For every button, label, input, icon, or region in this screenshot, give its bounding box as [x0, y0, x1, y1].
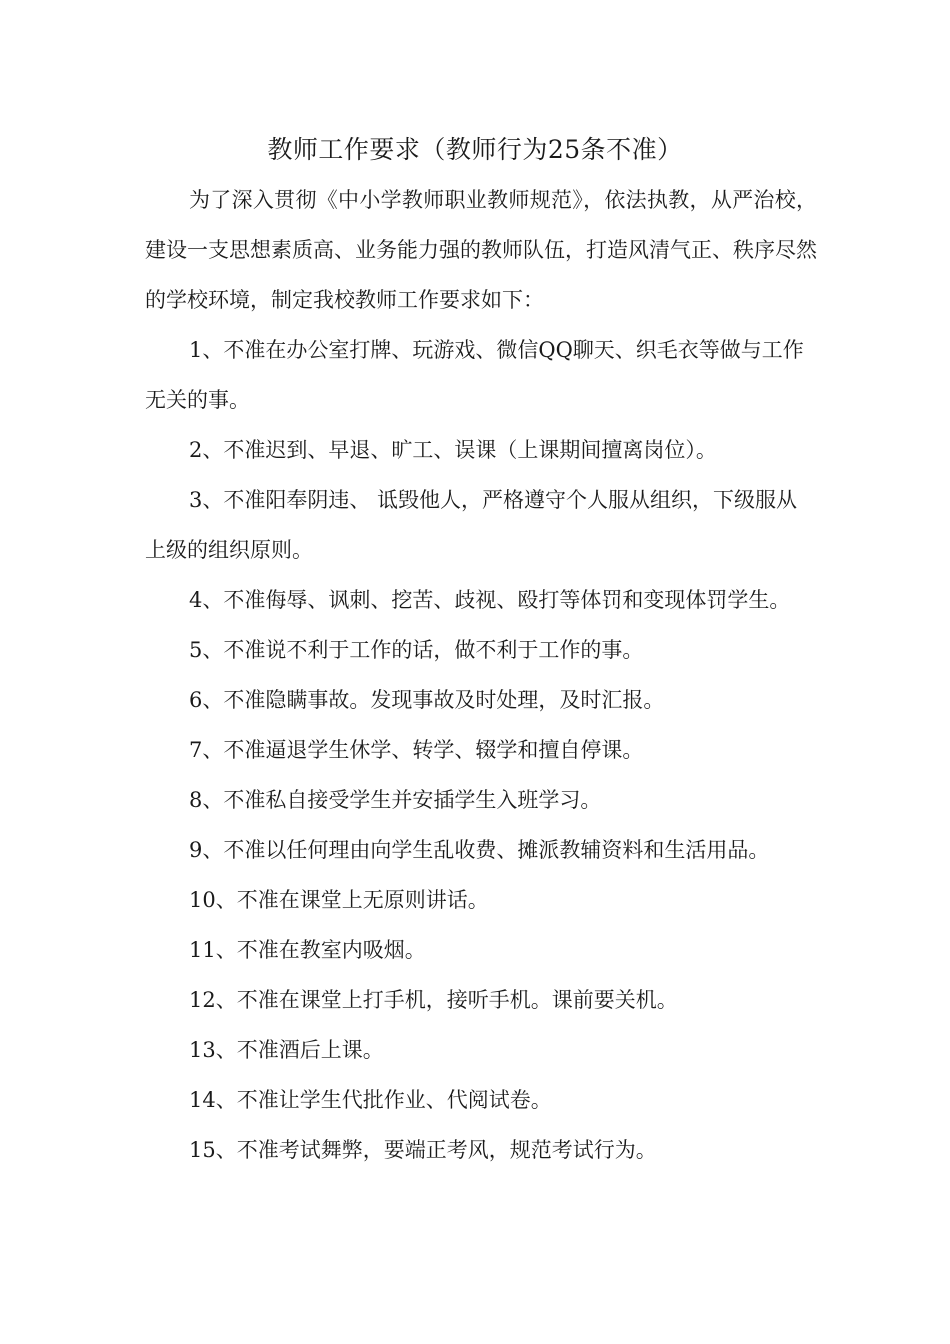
rule-item-5: 5、不准说不利于工作的话，做不利于工作的事。 — [189, 638, 644, 662]
rule-item-3: 3、不准阳奉阴违、 诋毁他人，严格遵守个人服从组织，下级服从上级的组织原则。 — [145, 488, 798, 562]
rule-item-11: 11、不准在教室内吸烟。 — [189, 938, 426, 962]
rule-item-10: 10、不准在课堂上无原则讲话。 — [189, 888, 489, 912]
rule-item-6: 6、不准隐瞒事故。发现事故及时处理，及时汇报。 — [189, 688, 665, 712]
rule-item-2: 2、不准迟到、早退、旷工、误课（上课期间擅离岗位）。 — [189, 438, 717, 462]
rule-item-1: 1、不准在办公室打牌、玩游戏、微信QQ聊天、织毛衣等做与工作无关的事。 — [145, 338, 804, 412]
rule-item-9: 9、不准以任何理由向学生乱收费、摊派教辅资料和生活用品。 — [189, 838, 770, 862]
document-title: 教师工作要求（教师行为25条不准） — [267, 135, 683, 164]
rule-item-14: 14、不准让学生代批作业、代阅试卷。 — [189, 1088, 552, 1112]
rule-item-13: 13、不准酒后上课。 — [189, 1038, 384, 1062]
rule-item-4: 4、不准侮辱、讽刺、挖苦、歧视、殴打等体罚和变现体罚学生。 — [189, 588, 791, 612]
rule-item-7: 7、不准逼退学生休学、转学、辍学和擅自停课。 — [189, 738, 644, 762]
document-body — [145, 175, 817, 1175]
rule-item-12: 12、不准在课堂上打手机，接听手机。课前要关机。 — [189, 988, 678, 1012]
rule-item-8: 8、不准私自接受学生并安插学生入班学习。 — [189, 788, 602, 812]
rule-item-15: 15、不准考试舞弊，要端正考风，规范考试行为。 — [189, 1138, 657, 1162]
intro-paragraph: 为了深入贯彻《中小学教师职业教师规范》，依法执教，从严治校，建设一支思想素质高、业务能力强的教师队伍，打造风清气正、秩序尽然的学校环境，制定我校教师工作要求如下： — [145, 188, 817, 312]
